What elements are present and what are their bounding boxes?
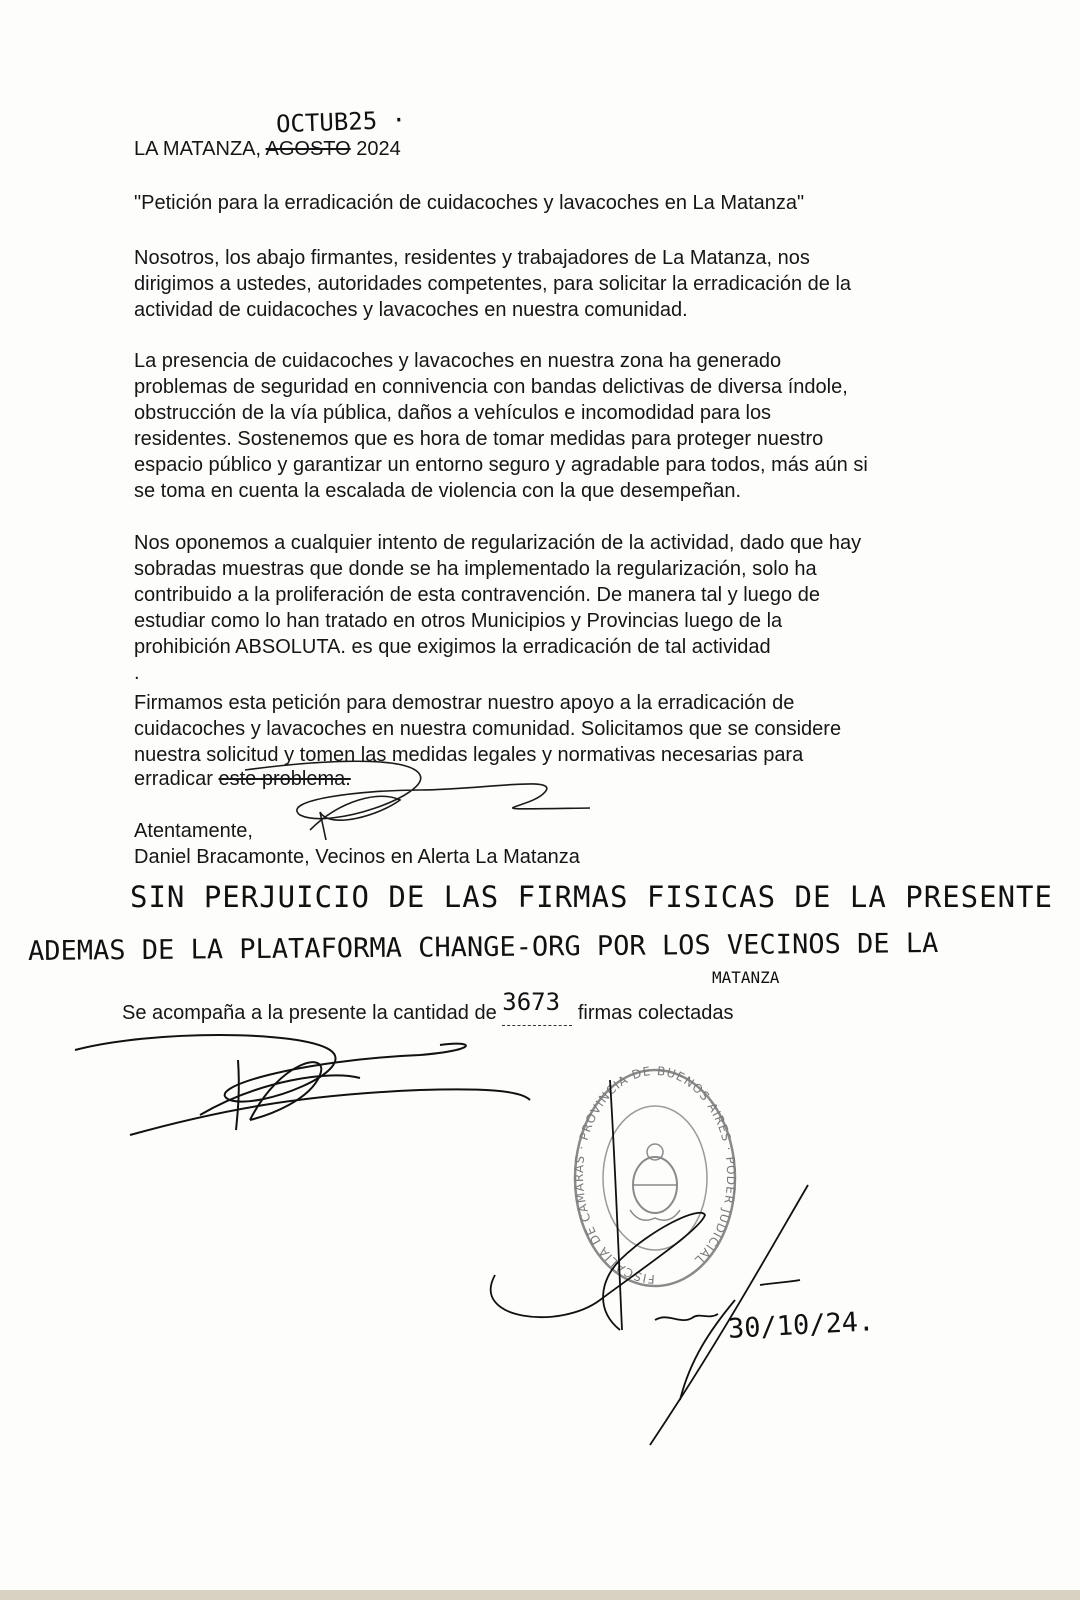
- page-bottom-edge: [0, 1590, 1080, 1600]
- place: LA MATANZA,: [134, 138, 262, 160]
- petition-title: "Petición para la erradicación de cuidacoches y lavacoches en La Matanza": [134, 192, 805, 214]
- year: 2024: [356, 138, 401, 160]
- handwritten-date: 30/10/24.: [727, 1306, 876, 1345]
- paragraph-line: se toma en cuenta la escalada de violencia con la que desempeñan.: [134, 480, 742, 502]
- paragraph-line: sobradas muestras que donde se ha implementado la regularización, solo ha: [134, 558, 817, 580]
- paragraph-line: problemas de seguridad en connivencia con bandas delictivas de diversa índole,: [134, 376, 848, 398]
- paragraph-line: Nosotros, los abajo firmantes, residentes y trabajadores de La Matanza, nos: [134, 247, 810, 269]
- paragraph-line: .: [134, 662, 140, 684]
- signature-scribble: [245, 761, 590, 840]
- paragraph-line: estudiar como lo han tratado en otros Municipios y Provincias luego de la: [134, 610, 783, 632]
- paragraph-text: erradicar: [134, 768, 213, 790]
- paragraph-line: actividad de cuidacoches y lavacoches en nuestra comunidad.: [134, 299, 688, 321]
- struck-text: este problema.: [218, 768, 351, 790]
- handwritten-note-line: MATANZA: [712, 968, 780, 987]
- paragraph-line: obstrucción de la vía pública, daños a vehículos e incomodidad para los: [134, 402, 772, 424]
- count-suffix: firmas colectadas: [577, 1002, 734, 1024]
- paragraph-line: Firmamos esta petición para demostrar nuestro apoyo a la erradicación de: [134, 692, 795, 714]
- salutation: Atentamente,: [134, 820, 253, 842]
- paragraph-line: espacio público y garantizar un entorno seguro y agradable para todos, más aún si: [134, 454, 868, 476]
- handwritten-note-line: ADEMAS DE LA PLATAFORMA CHANGE-ORG POR LOS VECINOS DE LA: [27, 928, 939, 967]
- paragraph-line: La presencia de cuidacoches y lavacoches en nuestra zona ha generado: [134, 350, 782, 372]
- struck-month: AGOSTO: [265, 138, 351, 160]
- count-prefix: Se acompaña a la presente la cantidad de: [122, 1002, 497, 1024]
- paragraph-line: contribuido a la proliferación de esta contravención. De manera tal y luego de: [134, 584, 820, 606]
- signatory: Daniel Bracamonte, Vecinos en Alerta La Matanza: [134, 846, 580, 868]
- paragraph-line: dirigimos a ustedes, autoridades competentes, para solicitar la erradicación de la: [134, 273, 852, 295]
- signature-scribble: [75, 1035, 530, 1135]
- handwritten-note-line: SIN PERJUICIO DE LAS FIRMAS FISICAS DE LA PRESENTE: [130, 880, 1053, 914]
- paragraph-line: Nos oponemos a cualquier intento de regularización de la actividad, dado que hay: [134, 532, 862, 554]
- paragraph-line: cuidacoches y lavacoches en nuestra comunidad. Solicitamos que se considere: [134, 718, 842, 740]
- paragraph-line: nuestra solicitud y tomen las medidas legales y normativas necesarias para: [134, 744, 804, 766]
- paragraph-line: residentes. Sostenemos que es hora de tomar medidas para proteger nuestro: [134, 428, 824, 450]
- stamp-ring-text: FISCALIA DE CAMARAS · PROVINCIA DE BUENOS AIRES · PODER JUDICIAL: [571, 1063, 739, 1287]
- handwritten-month: OCTUB25 ·: [275, 105, 407, 139]
- paragraph-line: prohibición ABSOLUTA. es que exigimos la erradicación de tal actividad: [134, 636, 771, 658]
- signature-scribble: [491, 1080, 808, 1445]
- signature-count: 3673: [502, 988, 561, 1016]
